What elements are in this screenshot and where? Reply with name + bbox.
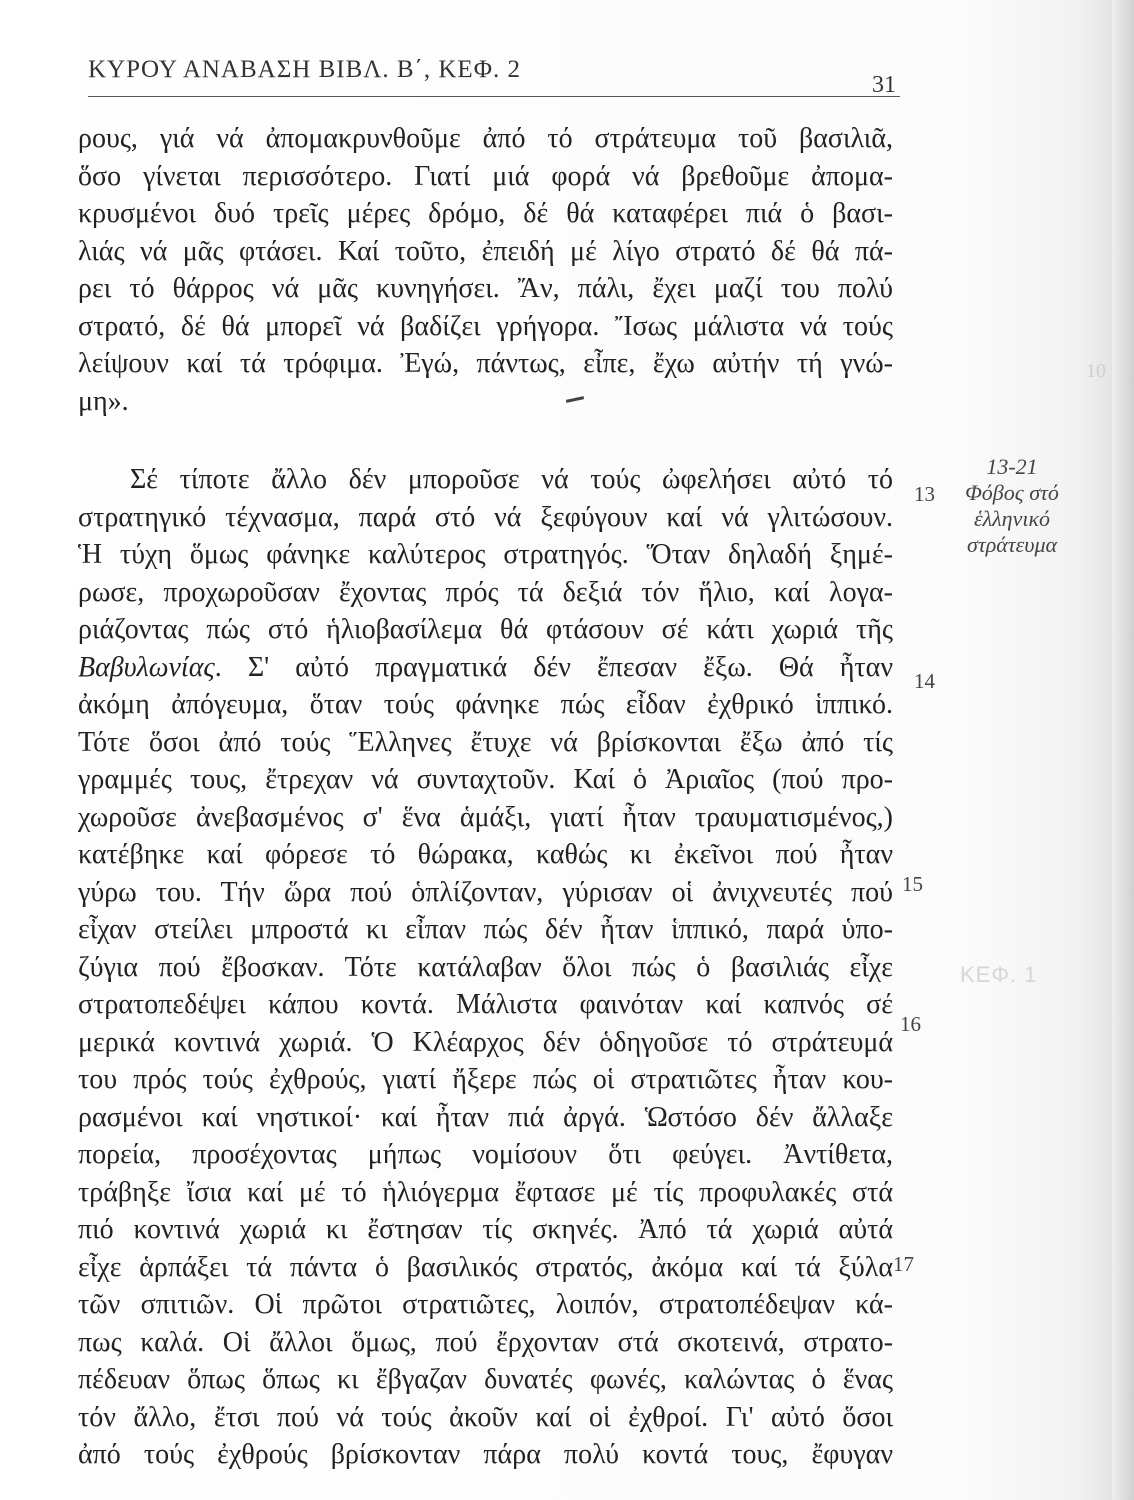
text-line: ζύγια πού ἔβοσκαν. Τότε κατάλαβαν ὅλοι πώς ὁ βασιλιάς εἶχε [78, 951, 893, 983]
header-rule [88, 96, 900, 97]
section-number-15: 15 [902, 872, 923, 896]
show-through-number: 10 [1086, 360, 1106, 382]
section-number-17: 17 [893, 1252, 914, 1276]
text-line: χωροῦσε ἀνεβασμένος σ' ἕνα ἁμάξι, γιατί ἦταν τραυματισμένος,) [78, 801, 893, 833]
text-line: ἀπό τούς ἐχθρούς βρίσκονταν πάρα πολύ κοντά τους, ἔφυγαν [78, 1439, 893, 1470]
text-line: πιό κοντινά χωριά κι ἔστησαν τίς σκηνές. Ἀπό τά χωριά αὐτά [78, 1214, 893, 1245]
page-edge-shadow [1112, 0, 1134, 1500]
text-line: κρυσμένοι δυό τρεῖς μέρες δρόμο, δέ θά καταφέρει πιά ὁ βασι- [78, 198, 893, 229]
text-line: λιάς νά μᾶς φτάσει. Καί τοῦτο, ἐπειδή μέ λίγο στρατό δέ θά πά- [78, 235, 893, 267]
show-through-chapter: ΚΕΦ. 1 [960, 962, 1038, 987]
margin-note-title: ἑλληνικό [973, 506, 1051, 531]
text-line: εἶχαν στείλει μπροστά κι εἶπαν πώς δέν ἦταν ἱππικό, παρά ὑπο- [78, 914, 893, 945]
text-line: πέδευαν ὅπως ὅπως κι ἔβγαζαν δυνατές φωνές, καλώντας ὁ ἕνας [78, 1364, 893, 1395]
text-line: Ἡ τύχη ὅμως φάνηκε καλύτερος στρατηγός. Ὅταν δηλαδή ξημέ- [78, 539, 893, 570]
text-line: ριάζοντας πώς στό ἡλιοβασίλεμα θά φτάσουν σέ κάτι χωριά τῆς [78, 614, 893, 645]
text-line: γύρω του. Τήν ὥρα πού ὁπλίζονταν, γύρισαν οἱ ἀνιχνευτές πού [78, 876, 893, 908]
text-line: στρατό, δέ θά μπορεῖ νά βαδίζει γρήγορα. Ἴσως μάλιστα νά τούς [78, 310, 893, 342]
page-number: 31 [872, 72, 896, 98]
section-number-13: 13 [914, 482, 935, 506]
text-line: ρει τό θάρρος νά μᾶς κυνηγήσει. Ἄν, πάλι, ἔχει μαζί του πολύ [78, 273, 893, 304]
text-line-rest: . Σ' αὐτό πραγματικά δέν ἔπεσαν ἔξω. Θά ἦταν [214, 651, 893, 683]
text-line: γραμμές τους, ἔτρεχαν νά συνταχτοῦν. Καί ὁ Ἀριαῖος (πού προ- [78, 764, 893, 795]
margin-note [942, 454, 1082, 558]
text-line: στρατηγικό τέχνασμα, παρά στό νά ξεφύγουν καί νά γλιτώσουν. [78, 501, 893, 533]
text-line: ἀκόμη ἀπόγευμα, ὅταν τούς φάνηκε πώς εἶδαν ἐχθρικό ἱππικό. [78, 689, 893, 720]
text-line: ρασμένοι καί νηστικοί· καί ἦταν πιά ἀργά. Ὡστόσο δέν ἄλλαξε [78, 1101, 893, 1133]
paragraph-1 [78, 120, 908, 420]
italic-place-name: Βαβυλωνίας [78, 651, 215, 683]
text-line: ρους, γιά νά ἀπομακρυνθοῦμε ἀπό τό στράτευμα τοῦ βασιλιᾶ, [78, 123, 893, 154]
section-number-14: 14 [914, 669, 935, 693]
text-line: πορεία, προσέχοντας μήπως νομίσουν ὅτι φεύγει. Ἀντίθετα, [78, 1139, 893, 1170]
text-line: Τότε ὅσοι ἀπό τούς Ἕλληνες ἔτυχε νά βρίσκονται ἔξω ἀπό τίς [78, 726, 893, 758]
text-line: Σέ τίποτε ἄλλο δέν μποροῦσε νά τούς ὠφελήσει αὐτό τό [130, 464, 893, 495]
text-line: τόν ἄλλο, ἔτσι πού νά τούς ἀκοῦν καί οἱ ἐχθροί. Γι' αὐτό ὅσοι [78, 1401, 893, 1433]
text-line [78, 649, 893, 687]
margin-note-range: 13-21 [986, 454, 1038, 479]
text-line: εἶχε ἁρπάξει τά πάντα ὁ βασιλικός στρατός, ἀκόμα καί τά ξύλα [78, 1251, 893, 1283]
section-number-16: 16 [900, 1012, 921, 1036]
margin-note-title: Φόβος στό [965, 480, 1059, 505]
text-line: πως καλά. Οἱ ἄλλοι ὅμως, πού ἔρχονταν στά σκοτεινά, στρατο- [78, 1326, 893, 1358]
paragraph-2 [78, 461, 908, 1474]
text-line: του πρός τούς ἐχθρούς, γιατί ἤξερε πώς οἱ στρατιῶτες ἦταν κου- [78, 1064, 893, 1095]
text-line: τῶν σπιτιῶν. Οἱ πρῶτοι στρατιῶτες, λοιπόν, στρατοπέδεψαν κά- [78, 1289, 893, 1320]
text-line: μη». [78, 385, 129, 417]
margin-note-title: στράτευμα [966, 532, 1058, 557]
running-head: ΚΥΡΟΥ ΑΝΑΒΑΣΗ ΒΙΒΛ. Β΄, ΚΕΦ. 2 [88, 56, 521, 83]
text-line: ρωσε, προχωροῦσαν ἔχοντας πρός τά δεξιά τόν ἥλιο, καί λογα- [78, 576, 893, 608]
text-line: στρατοπεδέψει κάπου κοντά. Μάλιστα φαινόταν καί καπνός σέ [78, 989, 893, 1020]
text-line: κατέβηκε καί φόρεσε τό θώρακα, καθώς κι ἐκεῖνοι πού ἦταν [78, 839, 893, 870]
text-line: μερικά κοντινά χωριά. Ὁ Κλέαρχος δέν ὁδηγοῦσε τό στράτευμά [78, 1026, 893, 1058]
text-line: τράβηξε ἴσια καί μέ τό ἡλιόγερμα ἔφτασε μέ τίς προφυλακές στά [78, 1176, 893, 1208]
text-line: λείψουν καί τά τρόφιμα. Ἐγώ, πάντως, εἶπε, ἔχω αὐτήν τή γνώ- [78, 348, 893, 379]
text-line: ὅσο γίνεται περισσότερο. Γιατί μιά φορά νά βρεθοῦμε ἀπομα- [78, 160, 893, 192]
